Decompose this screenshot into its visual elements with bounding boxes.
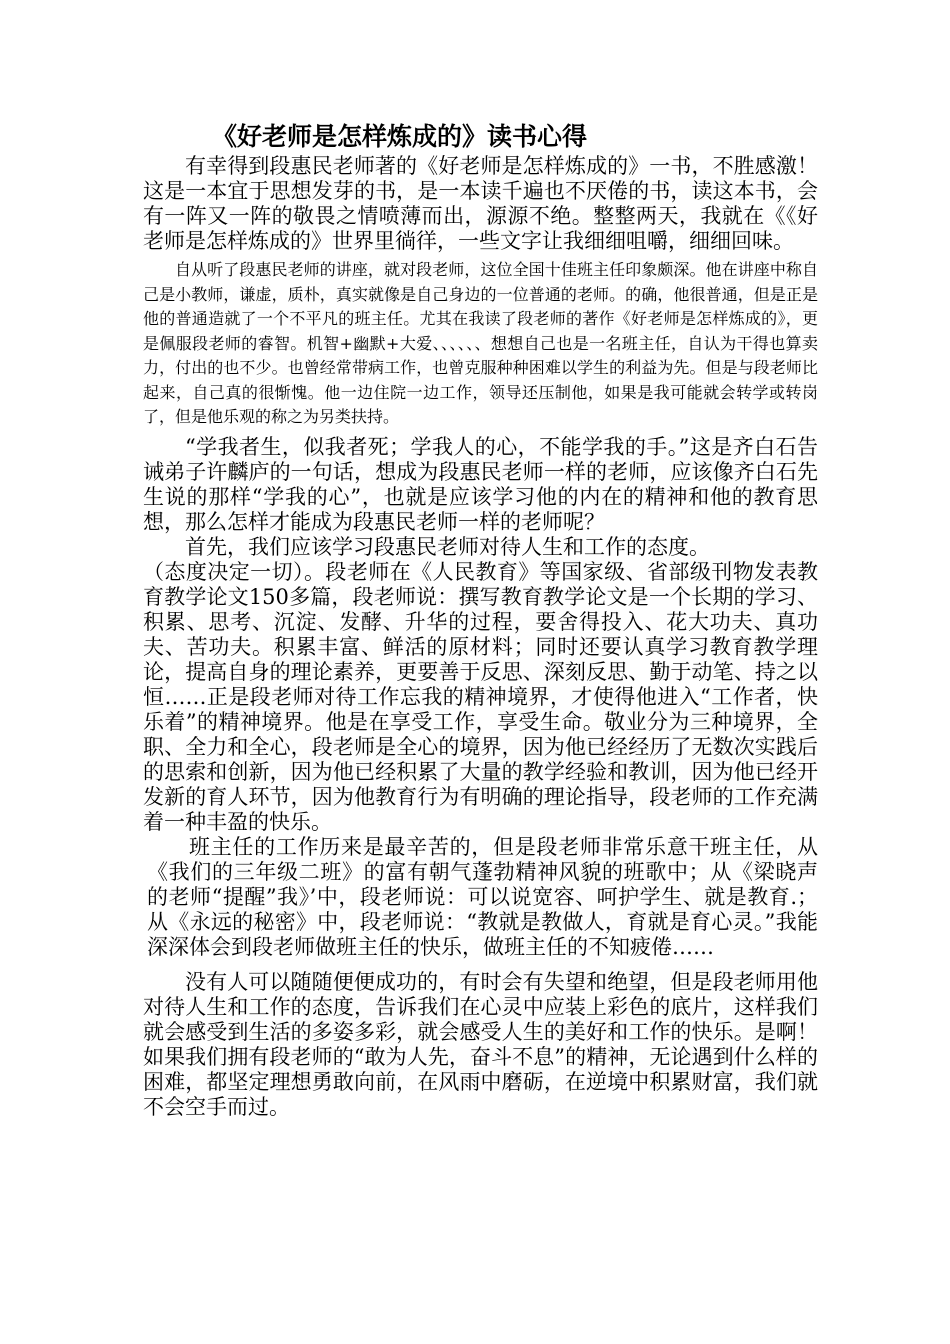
document-body [143,154,818,1120]
paragraph-intro: 有幸得到段惠民老师著的《好老师是怎样炼成的》一书，不胜感激！这是一本宜于思想发芽的书，是一本读千遍也不厌倦的书，读这本书，会有一阵又一阵的敬畏之情喷薄而出，源源不绝。整整两天，我就在《《好老师是怎样炼成的》世界里徜徉，一些文字让我细细咀嚼，细细回味。 [143,154,818,253]
paragraph-attitude: （态度决定一切）。段老师在《人民教育》等国家级、省部级刊物发表教育教学论文150多篇，段老师说：撰写教育教学论文是一个长期的学习、积累、思考、沉淀、发酵、升华的过程，要舍得投入、花大功夫、真功夫、苦功夫。积累丰富、鲜活的原材料；同时还要认真学习教育教学理论，提高自身的理论素养，更要善于反思、深刻反思、勤于动笔、持之以恒……正是段老师对待工作忘我的精神境界，才使得他进入“工作者，快乐着”的精神境界。他是在享受工作，享受生命。敬业分为三种境界，全职、全力和全心，段老师是全心的境界，因为他已经经历了无数次实践后的思索和创新，因为他已经积累了大量的教学经验和教训，因为他已经开发新的育人环节，因为他教育行为有明确的理论指导，段老师的工作充满着一种丰盈的快乐。 [143,559,818,834]
paragraph-quote: “学我者生，似我者死；学我人的心，不能学我的手。”这是齐白石告诫弟子许麟庐的一句话，想成为段惠民老师一样的老师，应该像齐白石先生说的那样“学我的心”，也就是应该学习他的内在的精神和他的教育思想，那么怎样才能成为段惠民老师一样的老师呢？ [143,434,818,534]
document-title: 《好老师是怎样炼成的》读书心得 [212,122,588,151]
paragraph-first-point: 首先，我们应该学习段惠民老师对待人生和工作的态度。 [185,534,710,559]
paragraph-impression: 自从听了段惠民老师的讲座，就对段老师，这位全国十佳班主任印象颇深。他在讲座中称自己是小教师，谦虚，质朴，真实就像是自己身边的一位普通的老师。的确，他很普通，但是正是他的普通造就了一个不平凡的班主任。尤其在我读了段老师的著作《好老师是怎样炼成的》，更是佩服段老师的睿智。机智+幽默+大爱、、、、、、想想自己也是一名班主任，自认为干得也算卖力，付出的也不少。也曾经常带病工作，也曾克服种种困难以学生的利益为先。但是与段老师比起来，自己真的很惭愧。他一边住院一边工作，领导还压制他，如果是我可能就会转学或转岗了，但是他乐观的称之为另类扶持。 [143,260,818,426]
paragraph-head-teacher: 班主任的工作历来是最辛苦的，但是段老师非常乐意干班主任，从《我们的三年级二班》的富有朝气蓬勃精神风貌的班歌中；从《梁晓声的老师“提醒”我》’中，段老师说：可以说宽容、呵护学生、就是教育.；从《永远的秘密》中，段老师说：“教就是教做人，育就是育心灵。”我能深深体会到段老师做班主任的快乐，做班主任的不知疲倦…… [147,834,818,959]
paragraph-conclusion: 没有人可以随随便便成功的，有时会有失望和绝望，但是段老师用他对待人生和工作的态度，告诉我们在心灵中应装上彩色的底片，这样我们就会感受到生活的多姿多彩，就会感受人生的美好和工作的快乐。是啊！如果我们拥有段老师的“敢为人先，奋斗不息”的精神，无论遇到什么样的困难，都坚定理想勇敢向前，在风雨中磨砺，在逆境中积累财富，我们就不会空手而过。 [143,969,818,1119]
